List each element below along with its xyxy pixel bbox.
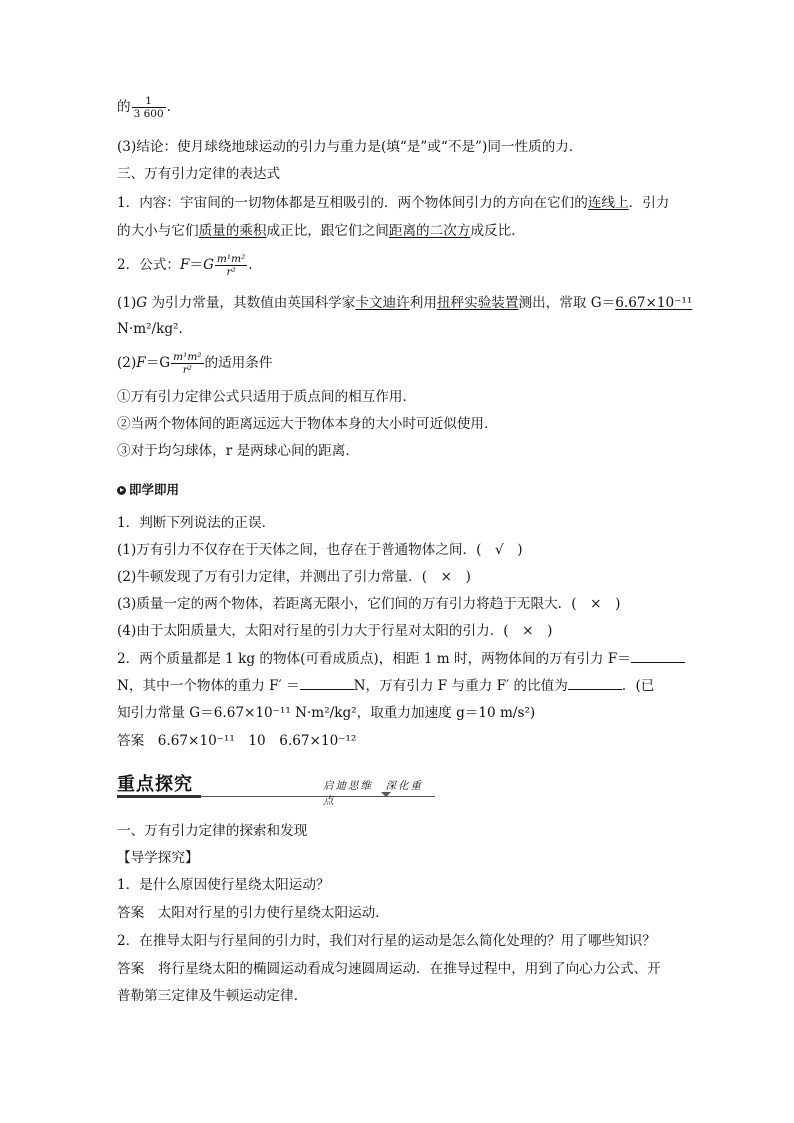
section-tag: 启迪思维 深化重点 — [323, 780, 423, 807]
fraction: $\frac{1}{3 600}$ — [133, 95, 164, 120]
guide-question-2: 2．在推导太阳与行星间的引力时，我们对行星的运动是怎么简化处理的？用了哪些知识？ — [117, 933, 656, 949]
guide-question-1: 1．是什么原因使行星绕太阳运动？ — [117, 877, 330, 893]
answer: 答案 6.67×10⁻¹¹ 10 6.67×10⁻¹² — [117, 733, 357, 749]
judge-2: (2)牛顿发现了万有引力定律，并测出了引力常量．( × ) — [117, 569, 471, 585]
judge-3: (3)质量一定的两个物体，若距离无限小，它们间的万有引力将趋于无限大．( × ) — [117, 596, 621, 612]
condition-3: ③对于均匀球体，r 是两球心间的距离． — [117, 443, 359, 459]
triangle-icon — [381, 792, 391, 797]
section-header — [117, 770, 435, 807]
answer-blank-2[interactable] — [300, 675, 354, 690]
text: 的 — [117, 99, 131, 115]
judge-1: (1)万有引力不仅存在于天体之间，也存在于普通物体之间．( √ ) — [117, 542, 523, 558]
answer-blank-1[interactable] — [631, 648, 685, 663]
section3-title: 三、万有引力定律的表达式 — [117, 166, 281, 182]
guide-answer-2-line-2: 普勒第三定律及牛顿运动定律． — [117, 988, 308, 1004]
note2-line: (2)F＝G $\frac{\text{m¹m²}}{\text{r²}}$ 的适用条件 — [117, 351, 273, 376]
content-line-2: 的大小与它们质量的乘积成正比，跟它们之间距离的二次方成反比． — [117, 223, 525, 239]
formula-fraction: $\frac{\text{m¹m²}}{\text{r²}}$ — [216, 253, 246, 278]
guide-answer-1: 答案 太阳对行星的引力使行星绕太阳运动． — [117, 905, 389, 921]
part1-title: 一、万有引力定律的探索和发现 — [117, 823, 308, 839]
note1-line-2: N·m²/kg². — [117, 321, 183, 337]
section-title: 重点探究 — [117, 774, 193, 795]
formula-line: 2．公式：F＝G $\frac{\text{m¹m²}}{\text{r²}}$ . — [117, 253, 253, 278]
judge-4: (4)由于太阳质量大，太阳对行星的引力大于行星对太阳的引力．( × ) — [117, 623, 553, 639]
practice-title: 即学即用 — [117, 476, 179, 504]
question-2-line-2: N，其中一个物体的重力 F′ ＝ N，万有引力 F 与重力 F′ 的比值为 ．(已 — [117, 673, 654, 701]
conclusion: (3)结论：使月球绕地球运动的引力与重力是(填“是”或“不是”)同一性质的力． — [117, 139, 583, 155]
question-2-line-3: 知引力常量 G＝6.67×10⁻¹¹ N·m²/kg²，取重力加速度 g＝10 m/s²) — [117, 705, 536, 721]
fraction-line: 的 $\frac{1}{3 600}$ . — [117, 95, 171, 120]
section-bar — [117, 795, 201, 798]
question-1: 1．判断下列说法的正误． — [117, 515, 276, 531]
play-circle-icon — [117, 486, 126, 495]
condition-1: ①万有引力定律公式只适用于质点间的相互作用． — [117, 389, 417, 405]
guide-answer-2-line-1: 答案 将行星绕太阳的椭圆运动看成匀速圆周运动．在推导过程中，用到了向心力公式、开 — [117, 961, 661, 977]
question-2-line-1: 2．两个质量都是 1 kg 的物体(可看成质点)，相距 1 m 时，两物体间的万有引力 F＝ — [117, 646, 685, 674]
answer-blank-3[interactable] — [568, 675, 622, 690]
content-line-1: 1．内容：宇宙间的一切物体都是互相吸引的．两个物体间引力的方向在它们的连线上．引力 — [117, 195, 670, 211]
note2-fraction: $\frac{\text{m¹m²}}{\text{r²}}$ — [173, 351, 202, 376]
condition-2: ②当两个物体间的距离远远大于物体本身的大小时可近似使用． — [117, 416, 498, 432]
note1-line-1: (1)G 为引力常量，其数值由英国科学家卡文迪许利用扭秤实验装置测出，常取 G＝6.67×10⁻¹¹ — [117, 295, 693, 311]
guide-title: 【导学探究】 — [117, 850, 199, 866]
